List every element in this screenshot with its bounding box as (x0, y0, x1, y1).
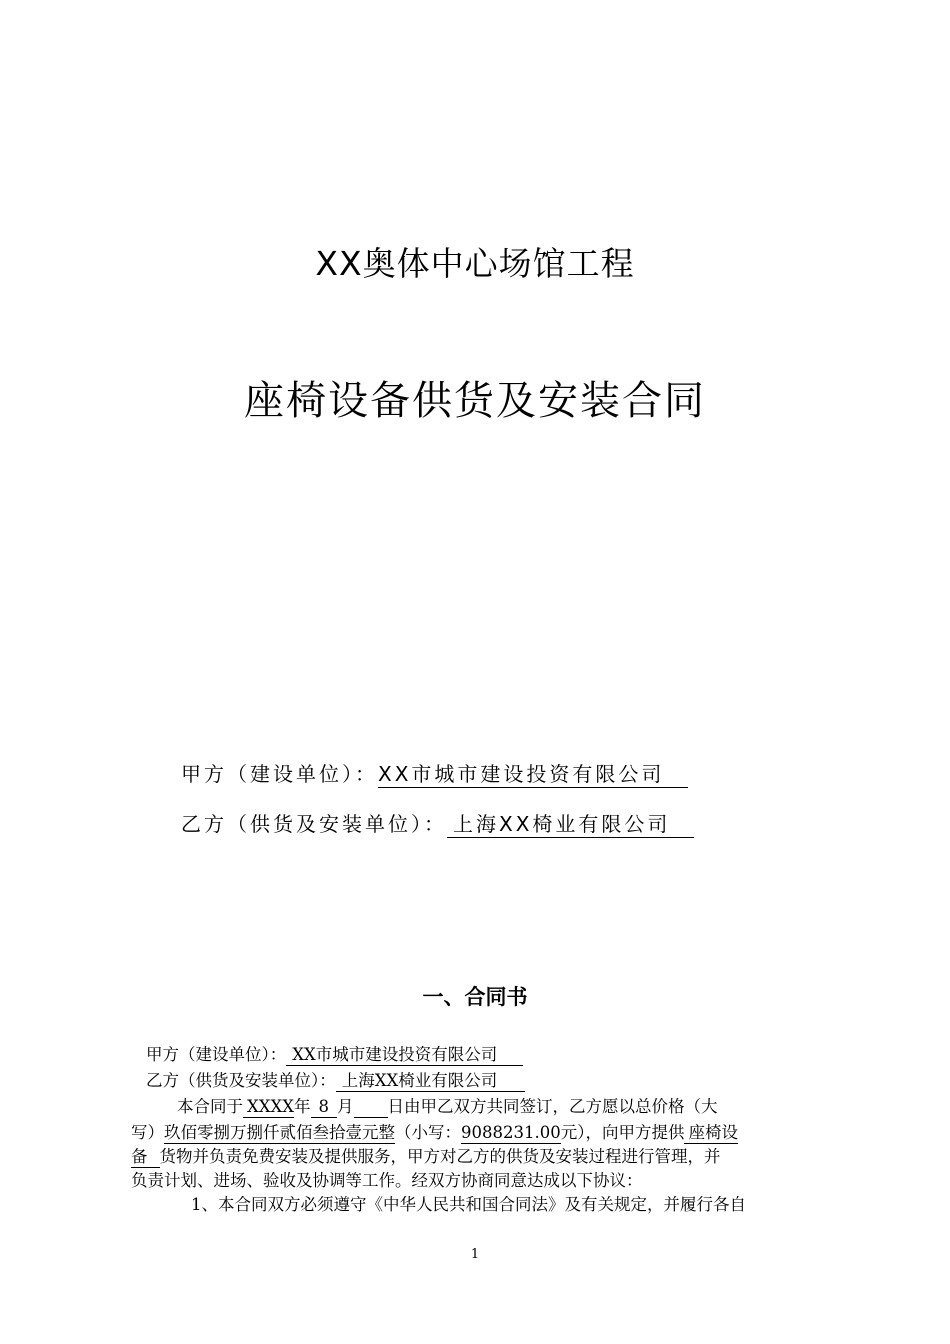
contract-day (354, 1097, 388, 1118)
cover-party-a (181, 758, 688, 787)
cover-party-b-name: 上海XX椅业有限公司 (447, 812, 694, 838)
section-party-a (146, 1043, 826, 1067)
section-party-a-label: 甲方（建设单位）： (146, 1045, 287, 1064)
section-party-b-name: 上海XX椅业有限公司 (336, 1071, 526, 1092)
cover-party-b-label: 乙方（供货及安装单位）： (181, 812, 447, 836)
amount-in-figures: 9088231.00 (461, 1123, 561, 1142)
cover-party-a-label: 甲方（建设单位）： (181, 762, 378, 786)
cover-party-a-name: XX市城市建设投资有限公司 (378, 762, 688, 788)
cover-title-project: XX奥体中心场馆工程 (315, 244, 635, 283)
paragraph-line: 备 货物并负责免费安装及提供服务，甲方对乙方的供货及安装过程进行管理，并 (131, 1147, 721, 1166)
paragraph-line: 负责计划、进场、验收及协调等工作。经双方协商同意达成以下协议： (131, 1171, 643, 1190)
page-number: 1 (470, 1247, 480, 1262)
amount-in-words: 玖佰零捌万捌仟贰佰叁拾壹元整 (164, 1123, 395, 1142)
paragraph-line: 写）玖佰零捌万捌仟贰佰叁拾壹元整（小写：9088231.00元），向甲方提供 座椅设 (131, 1123, 738, 1142)
goods-name-part1: 座椅设 (684, 1123, 738, 1144)
goods-name-part2: 备 (131, 1147, 160, 1168)
section-party-a-name: XX市城市建设投资有限公司 (286, 1045, 523, 1066)
section-party-b (146, 1069, 826, 1093)
cover-title-contract: 座椅设备供货及安装合同 (244, 378, 706, 424)
section-heading: 一、合同书 (422, 985, 528, 1009)
paragraph-line: 1、本合同双方必须遵守《中华人民共和国合同法》及有关规定，并履行各自 (191, 1195, 746, 1214)
section-party-b-label: 乙方（供货及安装单位）： (146, 1071, 336, 1090)
contract-month: 8 (311, 1097, 338, 1118)
paragraph-line: 本合同于 XXXX年 8 月 日由甲乙双方共同签订，乙方愿以总价格（大 (177, 1097, 718, 1116)
contract-year: XXXX (243, 1097, 294, 1118)
cover-party-b (181, 808, 694, 837)
